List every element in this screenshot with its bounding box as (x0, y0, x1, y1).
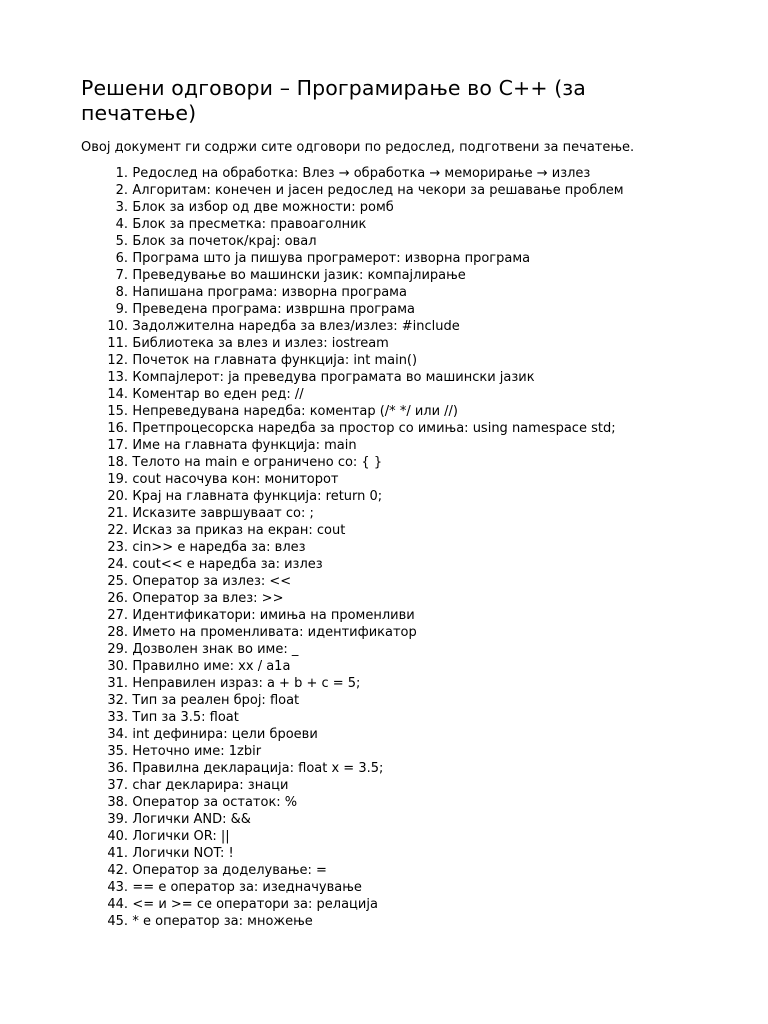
answer-number: 1. (115, 166, 128, 181)
answer-item (81, 182, 624, 199)
answer-text: Блок за пресметка: правоаголник (132, 217, 367, 232)
answer-number: 37. (107, 778, 128, 793)
answer-text: Компајлерот: ја преведува програмата во машински јазик (132, 370, 535, 385)
answer-item (81, 216, 624, 233)
answer-text: Оператор за влез: >> (132, 591, 284, 606)
answer-number: 38. (107, 795, 128, 810)
answer-item (81, 318, 624, 335)
answer-item (81, 709, 624, 726)
answer-number: 39. (107, 812, 128, 827)
answer-text: Правилна декларација: float x = 3.5; (132, 761, 384, 776)
answer-text: cin>> е наредба за: влез (132, 540, 306, 555)
answer-text: Името на променливата: идентификатор (132, 625, 417, 640)
answer-number: 36. (107, 761, 128, 776)
answer-number: 34. (107, 727, 128, 742)
answer-item (81, 692, 624, 709)
answer-item (81, 607, 624, 624)
answer-number: 22. (107, 523, 128, 538)
answer-number: 7. (115, 268, 128, 283)
answer-item (81, 369, 624, 386)
answer-text: Оператор за остаток: % (132, 795, 298, 810)
answer-text: Преведена програма: извршна програма (132, 302, 416, 317)
answer-number: 45. (107, 914, 128, 929)
answer-text: Неправилен израз: a + b + c = 5; (132, 676, 361, 691)
answer-number: 14. (107, 387, 128, 402)
answer-number: 2. (115, 183, 128, 198)
answer-item (81, 590, 624, 607)
answer-item (81, 471, 624, 488)
answers-list (81, 165, 624, 930)
answer-text: Дозволен знак во име: _ (132, 642, 299, 657)
answer-number: 5. (115, 234, 128, 249)
answer-number: 24. (107, 557, 128, 572)
answer-item (81, 573, 624, 590)
answer-number: 17. (107, 438, 128, 453)
answer-number: 43. (107, 880, 128, 895)
answer-item (81, 658, 624, 675)
answer-text: Претпроцесорска наредба за простор со имиња: using namespace std; (132, 421, 616, 436)
answer-item (81, 301, 624, 318)
answer-number: 44. (107, 897, 128, 912)
answer-number: 28. (107, 625, 128, 640)
answer-number: 4. (115, 217, 128, 232)
answer-text: Неточно име: 1zbir (132, 744, 262, 759)
answer-item (81, 845, 624, 862)
answer-text: Логички OR: || (132, 829, 230, 844)
answer-item (81, 437, 624, 454)
answer-text: Идентификатори: имиња на променливи (132, 608, 415, 623)
answer-number: 16. (107, 421, 128, 436)
answer-item (81, 726, 624, 743)
answer-item (81, 641, 624, 658)
answer-number: 27. (107, 608, 128, 623)
answer-item (81, 743, 624, 760)
answer-text: Име на главната функција: main (132, 438, 357, 453)
answer-text: Исказите завршуваат со: ; (132, 506, 314, 521)
answer-text: * е оператор за: множење (132, 914, 313, 929)
answer-text: Исказ за приказ на екран: cout (132, 523, 346, 538)
answer-number: 32. (107, 693, 128, 708)
answer-number: 41. (107, 846, 128, 861)
answer-item (81, 556, 624, 573)
answer-text: Оператор за доделување: = (132, 863, 327, 878)
answer-number: 15. (107, 404, 128, 419)
answer-text: Блок за почеток/крај: овал (132, 234, 317, 249)
answer-text: Тип за 3.5: float (132, 710, 239, 725)
answer-number: 23. (107, 540, 128, 555)
answer-item (81, 420, 624, 437)
answer-number: 21. (107, 506, 128, 521)
answer-number: 3. (115, 200, 128, 215)
answer-number: 8. (115, 285, 128, 300)
answer-item (81, 675, 624, 692)
answer-item (81, 760, 624, 777)
answer-item (81, 522, 624, 539)
answer-item (81, 352, 624, 369)
answer-number: 13. (107, 370, 128, 385)
answer-text: Коментар во еден ред: // (132, 387, 304, 402)
answer-number: 30. (107, 659, 128, 674)
answer-number: 9. (115, 302, 128, 317)
answer-text: <= и >= се оператори за: релација (132, 897, 378, 912)
answer-item (81, 828, 624, 845)
document-intro: Овој документ ги содржи сите одговори по редослед, подготвени за печатење. (81, 140, 635, 155)
answer-item (81, 403, 624, 420)
answer-text: Крај на главната функција: return 0; (132, 489, 383, 504)
answer-item (81, 454, 624, 471)
answer-number: 19. (107, 472, 128, 487)
answer-item (81, 811, 624, 828)
answer-item (81, 199, 624, 216)
answer-text: Алгоритам: конечен и јасен редослед на чекори за решавање проблем (132, 183, 624, 198)
answer-item (81, 913, 624, 930)
answer-text: Почеток на главната функција: int main() (132, 353, 418, 368)
answer-item (81, 233, 624, 250)
answer-number: 10. (107, 319, 128, 334)
answer-item (81, 165, 624, 182)
answer-text: int дефинира: цели броеви (132, 727, 318, 742)
answer-item (81, 539, 624, 556)
answer-number: 31. (107, 676, 128, 691)
answer-text: Напишана програма: изворна програма (132, 285, 407, 300)
answer-item (81, 284, 624, 301)
answer-item (81, 335, 624, 352)
answer-number: 35. (107, 744, 128, 759)
answer-number: 12. (107, 353, 128, 368)
answer-text: Библиотека за влез и излез: iostream (132, 336, 389, 351)
answer-text: Блок за избор од две можности: ромб (132, 200, 394, 215)
answer-item (81, 794, 624, 811)
answer-text: == е оператор за: изедначување (132, 880, 362, 895)
answer-text: Задолжителна наредба за влез/излез: #include (132, 319, 460, 334)
answer-number: 18. (107, 455, 128, 470)
answer-text: Оператор за излез: << (132, 574, 292, 589)
answer-number: 26. (107, 591, 128, 606)
answer-number: 20. (107, 489, 128, 504)
answer-text: Редослед на обработка: Влез → обработка → меморирање → излез (132, 166, 591, 181)
answer-item (81, 250, 624, 267)
answer-text: Преведување во машински јазик: компајлирање (132, 268, 466, 283)
answer-text: cout<< е наредба за: излез (132, 557, 323, 572)
answer-number: 11. (107, 336, 128, 351)
answer-text: Логички AND: && (132, 812, 251, 827)
answer-text: char декларира: знаци (132, 778, 289, 793)
answer-item (81, 862, 624, 879)
answer-text: Правилно име: xx / a1a (132, 659, 291, 674)
answer-number: 42. (107, 863, 128, 878)
answer-item (81, 777, 624, 794)
answer-number: 25. (107, 574, 128, 589)
answer-text: Логички NOT: ! (132, 846, 234, 861)
answer-item (81, 488, 624, 505)
answer-number: 40. (107, 829, 128, 844)
answer-number: 29. (107, 642, 128, 657)
answer-text: Непреведувана наредба: коментар (/* */ или //) (132, 404, 458, 419)
answer-number: 33. (107, 710, 128, 725)
answer-item (81, 896, 624, 913)
answer-item (81, 505, 624, 522)
answer-text: Телото на main е ограничено со: { } (132, 455, 383, 470)
answer-text: Тип за реален број: float (132, 693, 300, 708)
answer-item (81, 386, 624, 403)
answer-item (81, 879, 624, 896)
answer-text: cout насочува кон: мониторот (132, 472, 339, 487)
answer-item (81, 624, 624, 641)
answer-number: 6. (115, 251, 128, 266)
answer-item (81, 267, 624, 284)
document-title: Решени одговори – Програмирање во C++ (за печатење) (81, 76, 586, 125)
answer-text: Програма што ја пишува програмерот: изворна програма (132, 251, 531, 266)
